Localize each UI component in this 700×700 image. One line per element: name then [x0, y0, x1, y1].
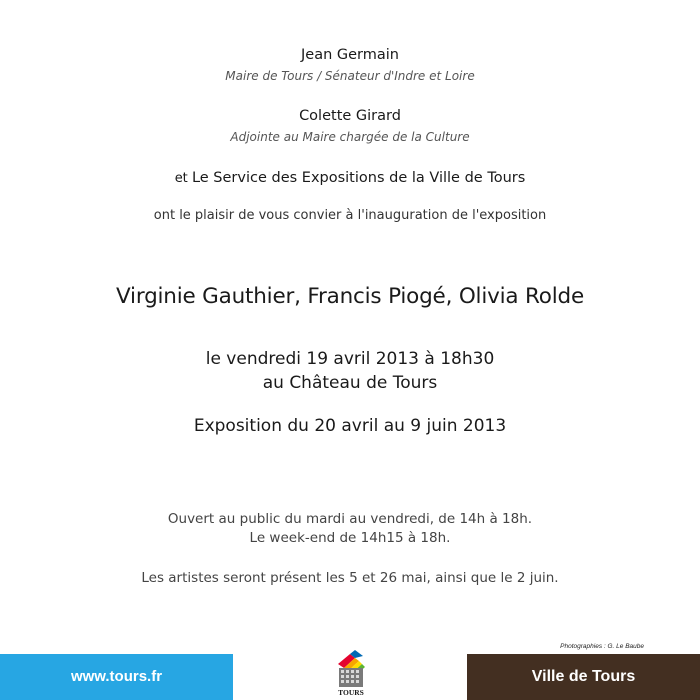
city-banner [467, 654, 700, 700]
host-title-2: Adjointe au Maire chargée de la Culture [230, 130, 470, 144]
public-hours-weekend: Le week-end de 14h15 à 18h. [249, 530, 451, 546]
photo-credit: Photographies : G. Le Baube [560, 643, 644, 650]
invitation-line: ont le plaisir de vous convier à l'inauguration de l'exposition [153, 208, 547, 223]
logo-text: TOURS [338, 688, 364, 697]
opening-date: le vendredi 19 avril 2013 à 18h30 [205, 349, 495, 369]
artists-presence: Les artistes seront présent les 5 et 26 mai, ainsi que le 2 juin. [141, 570, 559, 586]
tours-logo-icon [335, 642, 367, 698]
service-name: Le Service des Expositions de la Ville de Tours [191, 170, 526, 186]
host-title-1: Maire de Tours / Sénateur d'Indre et Loire [225, 69, 475, 83]
website-banner[interactable] [0, 654, 233, 700]
service-prefix: et [174, 171, 188, 186]
artists-names: Virginie Gauthier, Francis Piogé, Olivia Rolde [116, 284, 584, 309]
service-line [0, 170, 700, 186]
opening-location: au Château de Tours [262, 373, 438, 393]
host-name-1: Jean Germain [301, 47, 399, 63]
host-name-2: Colette Girard [299, 108, 401, 124]
website-link[interactable]: www.tours.fr [70, 668, 163, 685]
exhibition-period: Exposition du 20 avril au 9 juin 2013 [193, 416, 507, 436]
city-name: Ville de Tours [531, 668, 636, 685]
public-hours-weekdays: Ouvert au public du mardi au vendredi, de 14h à 18h. [167, 511, 533, 527]
